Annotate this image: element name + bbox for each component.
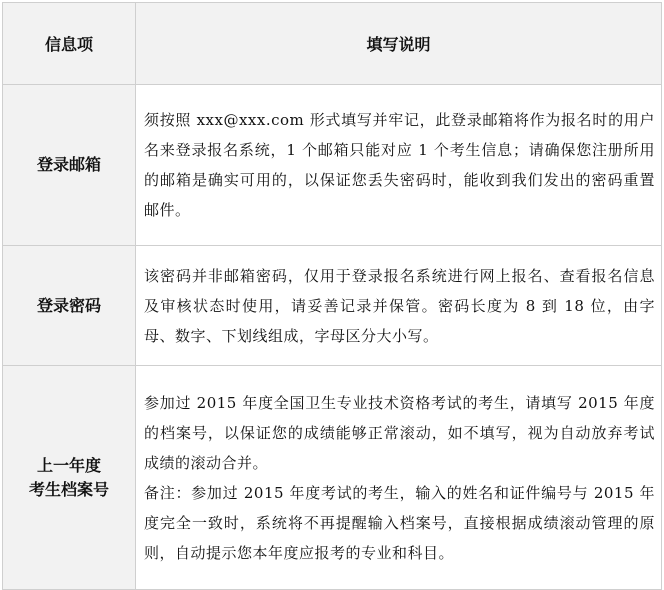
description-paragraph: 该密码并非邮箱密码，仅用于登录报名系统进行网上报名、查看报名信息及审核状态时使用，请妥善记录并保管。密码长度为 8 到 18 位，由字母、数字、下划线组成，字母区分大小写。 [144,266,655,345]
row-label [3,366,136,590]
header-info-item: 信息项 [3,3,136,85]
row-description [136,366,662,590]
description-note: 备注：参加过 2015 年度考试的考生，输入的姓名和证件编号与 2015 年度完全一致时，系统将不再提醒输入档案号，直接根据成绩滚动管理的原则，自动提示您本年度应报考的专业和科目。 [144,483,655,562]
row-description [136,246,662,366]
row-label [3,85,136,246]
row-label [3,246,136,366]
table-row [3,246,662,366]
row-label-line: 上一年度 [36,455,101,475]
row-label-line: 考生档案号 [28,479,109,499]
table-header-row [3,3,662,85]
row-label-line: 登录密码 [36,295,101,315]
description-paragraph: 须按照 xxx@xxx.com 形式填写并牢记，此登录邮箱将作为报名时的用户名来登录报名系统，1 个邮箱只能对应 1 个考生信息；请确保您注册所用的邮箱是确实可用的，以保证您丢失密码时，能收到我们发出的密码重置邮件。 [144,111,655,219]
info-table [2,2,662,590]
row-description [136,85,662,246]
description-paragraph: 参加过 2015 年度全国卫生专业技术资格考试的考生，请填写 2015 年度的档案号，以保证您的成绩能够正常滚动，如不填写，视为自动放弃考试成绩的滚动合并。 [144,393,655,472]
row-label-line: 登录邮箱 [36,155,101,174]
table-row [3,85,662,246]
table-row [3,366,662,590]
header-fill-instructions: 填写说明 [136,3,662,85]
